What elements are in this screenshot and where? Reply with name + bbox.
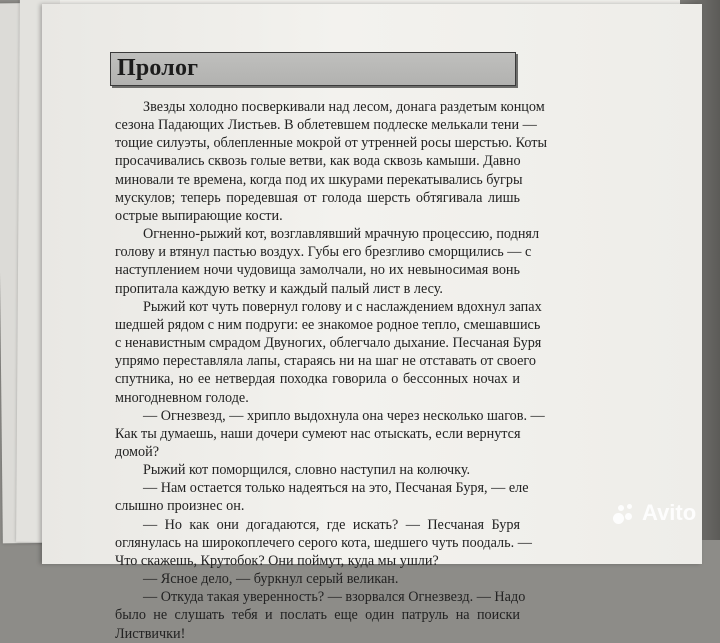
text-line: домой? bbox=[115, 443, 160, 460]
text-line: сезона Падающих Листьев. В облетевшем подлеске мелькали тени — bbox=[115, 117, 537, 134]
text-line: острые выпирающие кости. bbox=[115, 207, 283, 224]
text-line: наступлением ночи чудовища замолчали, но их невыносимая вонь bbox=[115, 262, 520, 279]
text-line: Рыжий кот чуть повернул голову и с наслаждением вдохнул запах bbox=[143, 298, 542, 315]
text-line: — Нам остается только надеяться на это, Песчаная Буря, — еле bbox=[143, 480, 529, 497]
text-line: с ненавистным смрадом Двуногих, облегчало дыхание. Песчаная Буря bbox=[115, 335, 542, 352]
text-line: Листвички! bbox=[115, 625, 186, 642]
text-line: Звезды холодно посверкивали над лесом, донага раздетым концом bbox=[143, 99, 545, 115]
text-line: шедшей рядом с ним подруги: ее знакомое родное тепло, смешавшись bbox=[115, 316, 541, 333]
page-body-text bbox=[115, 98, 548, 643]
avito-logo-icon bbox=[612, 501, 636, 525]
text-line: оглянулась на широкоплечего серого кота, шедшего чуть поодаль. — bbox=[115, 534, 532, 551]
text-line: Рыжий кот поморщился, словно наступил на колючку. bbox=[143, 462, 471, 479]
text-line: — Откуда такая уверенность? — взорвался Огнезвезд. — Надо bbox=[143, 589, 526, 606]
text-line: многодневном голоде. bbox=[115, 389, 249, 406]
text-line: спутника, но ее нетвердая походка говорила о бессонных ночах и bbox=[115, 371, 520, 388]
text-line: мускулов; теперь поредевшая от голода шерсть обтягивала лишь bbox=[115, 189, 520, 206]
chapter-title: Пролог bbox=[117, 55, 199, 81]
text-line: слышно произнес он. bbox=[115, 498, 245, 515]
text-line: тощие силуэты, облепленные мокрой от утренней росы шерстью. Коты bbox=[115, 135, 548, 152]
text-line: просачивались сквозь голые ветви, как вода сквозь камыши. Давно bbox=[115, 153, 521, 170]
text-line: было не слушать тебя и послать еще один патруль на поиски bbox=[115, 607, 520, 624]
chapter-heading-box bbox=[110, 52, 516, 86]
text-line: — Ясное дело, — буркнул серый великан. bbox=[143, 571, 399, 588]
avito-watermark bbox=[612, 500, 696, 526]
text-line: миновали те времена, когда под их шкурами перекатывались бугры bbox=[115, 171, 523, 188]
text-line: упрямо переставляла лапы, стараясь ни на шаг не отставать от своего bbox=[115, 353, 536, 370]
text-line: — Огнезвезд, — хрипло выдохнула она через несколько шагов. — bbox=[143, 407, 545, 424]
text-line: голову и втянул пастью воздух. Губы его брезгливо сморщились — с bbox=[115, 244, 532, 261]
text-line: пропитала каждую ветку и каждый палый лист в лесу. bbox=[115, 280, 443, 297]
text-line: Что скажешь, Крутобок? Они поймут, куда мы ушли? bbox=[115, 552, 439, 569]
watermark-text: Avito bbox=[642, 500, 697, 525]
text-line: — Но как они догадаются, где искать? — Песчаная Буря bbox=[143, 516, 520, 533]
text-line: Огненно-рыжий кот, возглавлявший мрачную процессию, поднял bbox=[143, 226, 540, 243]
text-line: Как ты думаешь, наши дочери сумеют нас отыскать, если вернутся bbox=[115, 425, 521, 442]
